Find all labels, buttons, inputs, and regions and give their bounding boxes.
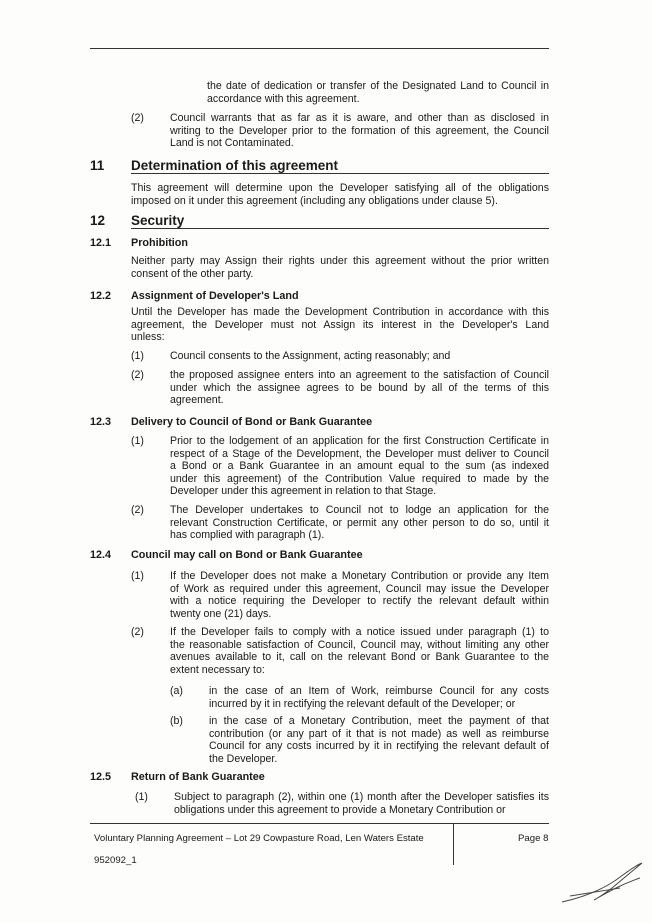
heading-2-title: Delivery to Council of Bond or Bank Guarantee [131,416,373,428]
text-line: Land is not Contaminated. [170,137,294,150]
text-line: avenues available to it, call on the relevant Bond or Bank Guarantee to the [170,651,549,664]
text-line: the date of dedication or transfer of the Designated Land to Council in [207,80,549,92]
heading-2-title: Return of Bank Guarantee [131,771,265,783]
text-line: in the case of a Monetary Contribution, meet the payment of that [209,715,549,727]
text-line: a Bond or a Bank Guarantee in an amount equal to the sum (as indexed [170,460,549,473]
heading-2-number: 12.3 [90,416,112,428]
heading-2-number: 12.4 [90,549,112,561]
paragraph [131,306,549,344]
item-number: (1) [131,570,144,582]
text-line: has complied with paragraph (1). [170,529,325,542]
heading-2-number: 12.2 [90,290,112,302]
footer-document-ref: 952092_1 [94,855,137,866]
text-line: Council consents to the Assignment, acting reasonably; and [170,350,451,362]
text-line: the reasonable satisfaction of Council, Council may, without limiting any other [170,638,549,651]
text-line: The Developer undertakes to Council not to lodge an application for the [170,504,549,516]
text-line: of Work as required under this agreement, Council may issue the Developer [170,582,549,595]
text-line: respect of a Stage of the Development, the Developer must deliver to Council [170,447,549,460]
text-line: in the case of an Item of Work, reimburse Council for any costs [209,685,549,697]
item-number: (1) [131,435,144,447]
text-line: contribution (or any part of it that is not made) as well as reimburse [209,727,549,740]
paragraph [131,182,549,207]
text-line: Council warrants that as far as it is aware, and other than as disclosed in [170,112,549,124]
item-text [174,791,549,816]
text-line: twenty one (21) days. [170,607,272,620]
item-number: (2) [131,369,144,381]
heading-1-title: Security [131,213,185,228]
heading-1-number: 12 [90,213,106,228]
footer-divider [453,823,454,865]
text-line: Neither party may Assign their rights under this agreement without the prior written [131,255,549,267]
text-line: consent of the other party. [131,267,254,280]
footer-title: Voluntary Planning Agreement – Lot 29 Cowpasture Road, Len Waters Estate [94,833,424,844]
text-line: Prior to the lodgement of an application for the first Construction Certificate in [170,435,549,447]
text-line: unless: [131,331,165,344]
text-line: writing to the Developer prior to the formation of this agreement, the Council [170,124,549,137]
item-number: (2) [131,626,144,638]
header-rule [90,48,549,49]
text-line: under this agreement) of the Contribution Value required to made by the [170,472,549,485]
subitem-text [209,715,549,765]
subitem-text [209,685,549,710]
signature-initial [560,858,648,908]
text-line: incurred by it in rectifying the relevant default of the Developer; or [209,697,516,710]
text-line: Council for any costs incurred by it in rectifying the relevant default of [209,740,549,753]
heading-2-number: 12.1 [90,237,112,249]
text-line: Until the Developer has made the Development Contribution in accordance with this [131,306,549,318]
heading-1-rule [131,173,549,174]
subitem-number: (a) [170,685,183,697]
text-line: agreement. [170,394,224,407]
text-line: obligations under this agreement to provide a Monetary Contribution or [174,803,506,816]
text-line: imposed on it under this agreement (including any obligations under clause 5). [131,194,498,207]
text-line: If the Developer fails to comply with a notice issued under paragraph (1) to [170,626,549,638]
heading-1-rule [131,228,549,229]
heading-1-title: Determination of this agreement [131,158,339,173]
item-text [170,369,549,407]
item-text [170,435,549,498]
text-line: with a notice requiring the Developer to rectify the relevant default within [170,595,549,608]
item-text [170,504,549,542]
text-line: Subject to paragraph (2), within one (1) month after the Developer satisfies its [174,791,549,803]
item-text [170,350,549,363]
heading-2-title: Assignment of Developer's Land [131,290,299,302]
item-number: (2) [131,112,144,124]
footer-rule [90,823,549,824]
item-text [170,626,549,676]
item-number: (1) [131,350,144,362]
footer-page-number: Page 8 [518,833,549,844]
text-line: under which the assignee agrees to be bound by all of the terms of this [170,381,549,394]
item-text [170,112,549,150]
item-text [170,570,549,620]
subitem-number: (b) [170,715,183,727]
heading-2-title: Prohibition [131,237,188,249]
heading-2-number: 12.5 [90,771,112,783]
paragraph [207,80,549,105]
text-line: relevant Construction Certificate, or permit any other person to do so, until it [170,516,549,529]
text-line: the Developer. [209,752,278,765]
heading-1-number: 11 [90,158,105,173]
text-line: accordance with this agreement. [207,92,360,105]
text-line: This agreement will determine upon the Developer satisfying all of the obligations [131,182,549,194]
heading-2-title: Council may call on Bond or Bank Guarantee [131,549,363,561]
text-line: agreement, the Developer must not Assign its interest in the Developer's Land [131,318,549,331]
paragraph [131,255,549,280]
text-line: Developer under this agreement in relation to that Stage. [170,485,437,498]
text-line: the proposed assignee enters into an agreement to the satisfaction of Council [170,369,549,381]
item-number: (1) [135,791,148,803]
text-line: extent necessary to: [170,663,265,676]
item-number: (2) [131,504,144,516]
text-line: If the Developer does not make a Monetary Contribution or provide any Item [170,570,549,582]
